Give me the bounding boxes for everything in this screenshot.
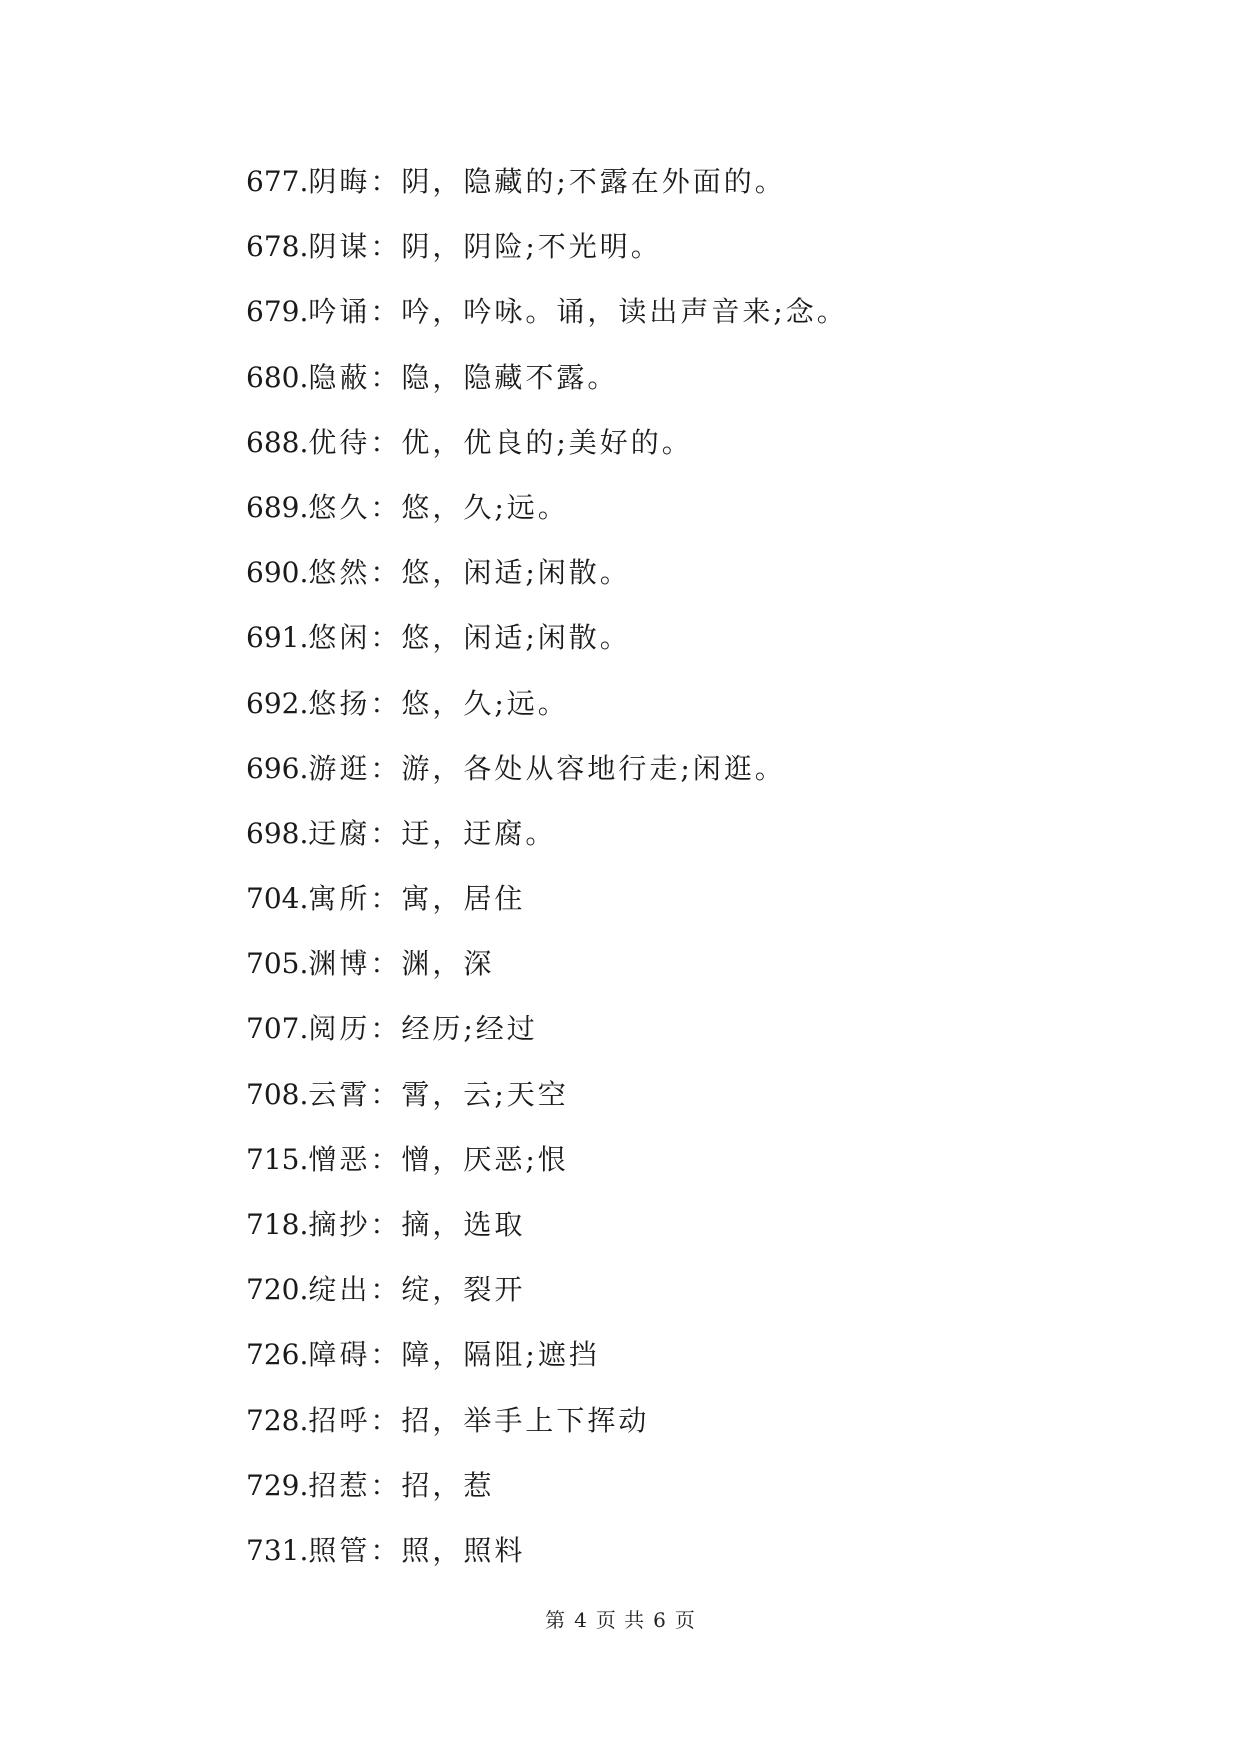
list-item — [246, 942, 1146, 1007]
entry-number: 704. — [246, 882, 309, 916]
footer-page-number: 4 — [574, 1608, 588, 1632]
entry-text: 迂腐：迂，迂腐。 — [308, 816, 557, 850]
entry-number: 691. — [246, 621, 309, 655]
entry-text: 障碍：障，隔阻;遮挡 — [308, 1338, 600, 1372]
entry-number: 677. — [246, 165, 309, 198]
entry-text: 优待：优，优良的;美好的。 — [308, 425, 693, 459]
list-item — [246, 160, 1146, 225]
entry-number: 720. — [246, 1273, 309, 1307]
entry-number: 689. — [246, 490, 309, 524]
entry-text: 悠久：悠，久;远。 — [308, 490, 569, 524]
entry-number: 678. — [246, 230, 309, 264]
list-item — [246, 486, 1146, 551]
entry-number: 679. — [246, 295, 309, 329]
list-item — [246, 1203, 1146, 1268]
entry-number: 688. — [246, 425, 309, 459]
footer-total-pages: 6 — [653, 1608, 667, 1632]
entry-text: 吟诵：吟，吟咏。诵，读出声音来;念。 — [308, 295, 848, 329]
list-item — [246, 1268, 1146, 1333]
list-item — [246, 616, 1146, 681]
list-item — [246, 877, 1146, 942]
list-item — [246, 682, 1146, 747]
entry-number: 698. — [246, 816, 309, 850]
entry-number: 708. — [246, 1077, 309, 1111]
entry-text: 游逛：游，各处从容地行走;闲逛。 — [308, 751, 786, 785]
list-item — [246, 1007, 1146, 1072]
list-item — [246, 225, 1146, 290]
footer-suffix: 页 — [674, 1608, 696, 1632]
list-item — [246, 1073, 1146, 1138]
list-item — [246, 421, 1146, 486]
entry-list — [246, 160, 1146, 1594]
list-item — [246, 1529, 1146, 1594]
entry-text: 悠闲：悠，闲适;闲散。 — [308, 621, 631, 655]
list-item — [246, 1333, 1146, 1398]
entry-text: 阅历：经历;经过 — [308, 1012, 538, 1046]
entry-text: 招惹：招，惹 — [308, 1468, 495, 1502]
list-item — [246, 290, 1146, 355]
entry-number: 728. — [246, 1403, 309, 1437]
entry-number: 692. — [246, 686, 309, 720]
entry-text: 阴晦：阴，隐藏的;不露在外面的。 — [308, 165, 786, 198]
entry-text: 摘抄：摘，选取 — [308, 1208, 526, 1241]
list-item — [246, 356, 1146, 421]
list-item — [246, 747, 1146, 812]
entry-text: 照管：照，照料 — [308, 1533, 526, 1567]
list-item — [246, 1138, 1146, 1203]
entry-number: 729. — [246, 1468, 309, 1502]
entry-text: 悠扬：悠，久;远。 — [308, 686, 569, 720]
entry-number: 705. — [246, 947, 309, 981]
entry-number: 731. — [246, 1533, 309, 1567]
entry-text: 渊博：渊，深 — [308, 947, 495, 981]
entry-number: 707. — [246, 1012, 309, 1046]
entry-text: 隐蔽：隐，隐藏不露。 — [308, 360, 619, 394]
list-item — [246, 812, 1146, 877]
entry-number: 718. — [246, 1208, 309, 1241]
entry-text: 阴谋：阴，阴险;不光明。 — [308, 230, 662, 264]
entry-text: 招呼：招，举手上下挥动 — [308, 1403, 650, 1437]
entry-text: 寓所：寓，居住 — [308, 882, 526, 916]
list-item — [246, 1399, 1146, 1464]
entry-number: 715. — [246, 1142, 309, 1176]
page-footer — [0, 1604, 1241, 1633]
entry-text: 绽出：绽，裂开 — [308, 1273, 526, 1307]
entry-number: 696. — [246, 751, 309, 785]
footer-mid: 页 共 — [595, 1608, 646, 1632]
entry-number: 690. — [246, 556, 309, 590]
footer-prefix: 第 — [545, 1608, 567, 1632]
entry-text: 憎恶：憎，厌恶;恨 — [308, 1142, 569, 1176]
entry-number: 726. — [246, 1338, 309, 1372]
entry-text: 悠然：悠，闲适;闲散。 — [308, 556, 631, 590]
list-item — [246, 1464, 1146, 1529]
entry-number: 680. — [246, 360, 309, 394]
entry-text: 云霄：霄，云;天空 — [308, 1077, 569, 1111]
list-item — [246, 551, 1146, 616]
